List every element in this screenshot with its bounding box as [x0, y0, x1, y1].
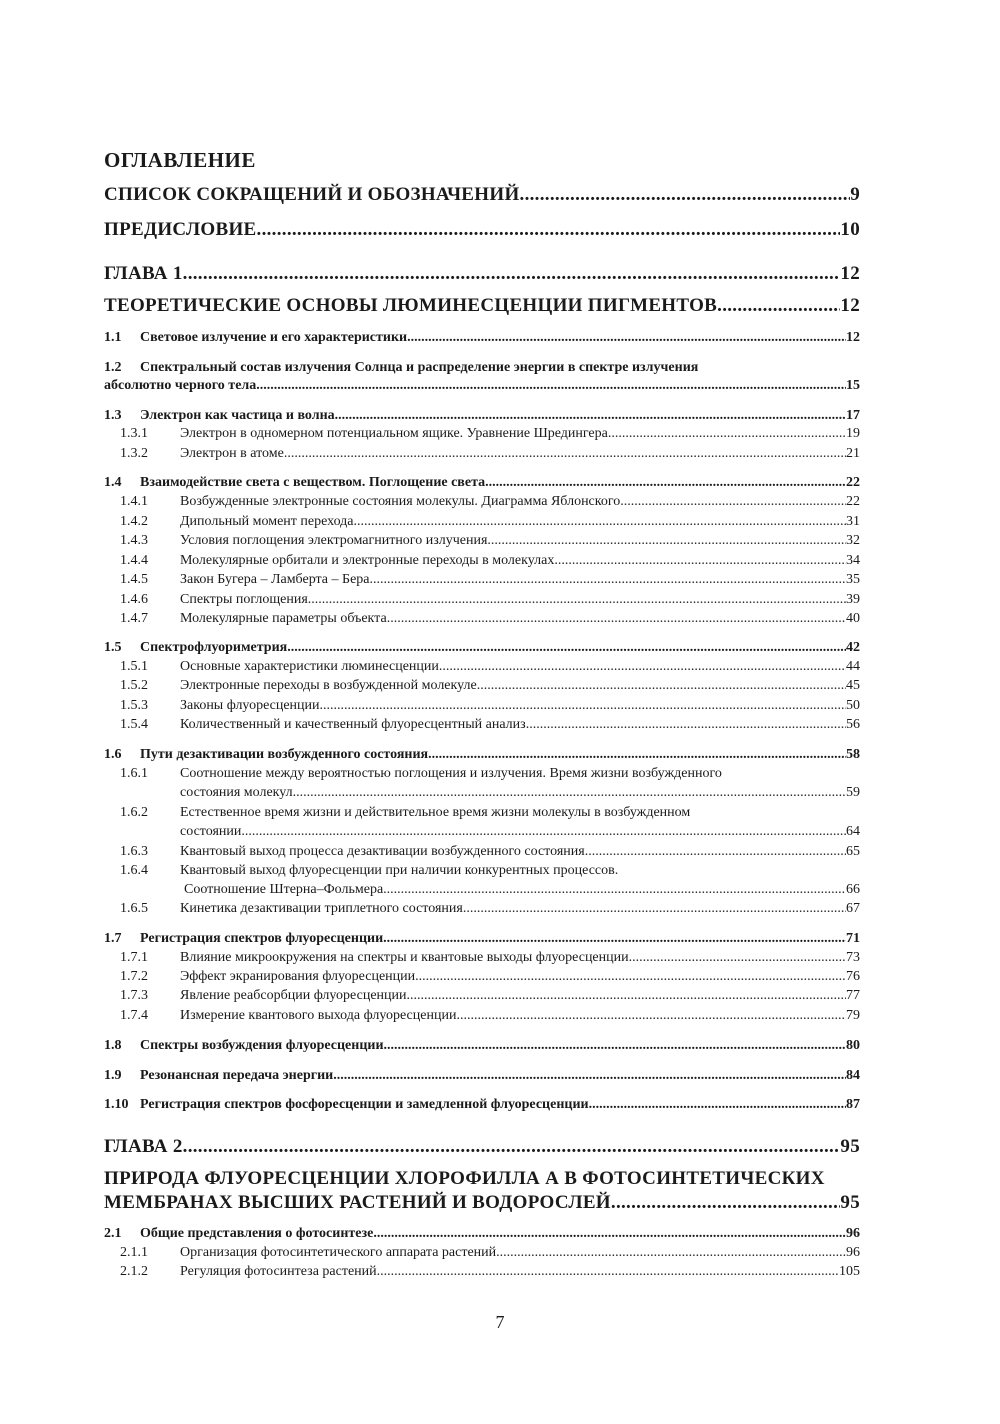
toc-entry-1-9[interactable]	[104, 1068, 860, 1084]
entry-title: Количественный и качественный флуоресцентный анализ	[180, 717, 526, 732]
entry-title: Электрон как частица и волна	[140, 408, 335, 423]
toc-entry-1-7-4[interactable]	[120, 1008, 860, 1024]
entry-title: Законы флуоресценции	[180, 698, 320, 713]
entry-number: 2.1	[104, 1226, 122, 1241]
entry-title: Спектры поглощения	[180, 592, 308, 607]
entry-number: 1.6	[104, 747, 122, 762]
toc-entry-1-7-3[interactable]	[120, 988, 860, 1004]
chapter-title-line1: ПРИРОДА ФЛУОРЕСЦЕНЦИИ ХЛОРОФИЛЛА А В ФОТОСИНТЕТИЧЕСКИХ	[104, 1168, 825, 1189]
toc-chapter-2-title-cont[interactable]	[104, 1192, 860, 1214]
entry-number: 1.4	[104, 475, 122, 490]
entry-number: 1.5	[104, 640, 122, 655]
entry-page: 12	[840, 263, 860, 284]
chapter-label: ГЛАВА 1	[104, 263, 183, 284]
toc-entry-1-7-2[interactable]	[120, 969, 860, 985]
entry-number: 2.1.1	[120, 1245, 148, 1260]
entry-number: 2.1.2	[120, 1264, 148, 1279]
entry-page: 17	[846, 408, 860, 423]
toc-entry-preface[interactable]	[104, 219, 860, 241]
entry-number: 1.2	[104, 360, 122, 375]
entry-page: 58	[846, 747, 860, 762]
entry-number: 1.6.3	[120, 844, 148, 859]
entry-number: 1.4.4	[120, 553, 148, 568]
entry-title: ПРЕДИСЛОВИЕ	[104, 219, 257, 240]
entry-title: Возбужденные электронные состояния молекулы. Диаграмма Яблонского	[180, 494, 621, 509]
toc-entry-1-6[interactable]	[104, 747, 860, 763]
entry-title-line2: абсолютно черного тела	[104, 378, 257, 393]
entry-page: 73	[846, 950, 860, 965]
entry-page: 71	[846, 931, 860, 946]
entry-title-line2: состояния молекул	[180, 785, 293, 800]
toc-entry-1-6-2-cont[interactable]	[180, 824, 860, 840]
toc-entry-abbreviations[interactable]	[104, 184, 860, 206]
toc-entry-1-5-1[interactable]	[120, 659, 860, 675]
entry-page: 96	[846, 1226, 860, 1241]
toc-entry-1-6-1[interactable]	[120, 766, 722, 782]
toc-entry-1-6-4[interactable]	[120, 863, 618, 879]
entry-title: Общие представления о фотосинтезе	[140, 1226, 374, 1241]
entry-page: 39	[846, 592, 860, 607]
entry-page: 22	[846, 475, 860, 490]
entry-title: Организация фотосинтетического аппарата растений	[180, 1245, 497, 1260]
entry-number: 1.7.4	[120, 1008, 148, 1023]
entry-page: 56	[846, 717, 860, 732]
toc-entry-1-5-4[interactable]	[120, 717, 860, 733]
entry-number: 1.4.1	[120, 494, 148, 509]
entry-page: 95	[840, 1192, 860, 1213]
entry-page: 35	[846, 572, 860, 587]
toc-entry-2-1[interactable]	[104, 1226, 860, 1242]
toc-entry-1-6-3[interactable]	[120, 844, 860, 860]
entry-title: Квантовый выход процесса дезактивации возбужденного состояния	[180, 844, 585, 859]
toc-entry-1-8[interactable]	[104, 1038, 860, 1054]
entry-page: 80	[846, 1038, 860, 1053]
entry-title: Регистрация спектров фосфоресценции и замедленной флуоресценции	[140, 1097, 589, 1112]
toc-entry-1-4-2[interactable]	[120, 514, 860, 530]
toc-entry-1-6-5[interactable]	[120, 901, 860, 917]
chapter-title: ТЕОРЕТИЧЕСКИЕ ОСНОВЫ ЛЮМИНЕСЦЕНЦИИ ПИГМЕНТОВ	[104, 295, 718, 316]
entry-page: 34	[846, 553, 860, 568]
entry-title-line1: Естественное время жизни и действительное время жизни молекулы в возбужденном	[180, 805, 691, 820]
toc-entry-1-7-1[interactable]	[120, 950, 860, 966]
entry-number: 1.10	[104, 1097, 129, 1112]
toc-chapter-2[interactable]	[104, 1136, 860, 1158]
chapter-title-line2: МЕМБРАНАХ ВЫСШИХ РАСТЕНИЙ И ВОДОРОСЛЕЙ	[104, 1192, 611, 1213]
toc-entry-1-4-3[interactable]	[120, 533, 860, 549]
toc-entry-1-4-5[interactable]	[120, 572, 860, 588]
toc-entry-1-6-2[interactable]	[120, 805, 690, 821]
toc-entry-1-4-4[interactable]	[120, 553, 860, 569]
toc-entry-1-4-6[interactable]	[120, 592, 860, 608]
entry-title: Закон Бугера – Ламберта – Бера	[180, 572, 370, 587]
entry-page: 32	[846, 533, 860, 548]
entry-title: Резонансная передача энергии	[140, 1068, 334, 1083]
entry-number: 1.4.3	[120, 533, 148, 548]
entry-number: 1.4.7	[120, 611, 148, 626]
entry-page: 15	[846, 378, 860, 393]
entry-title: Кинетика дезактивации триплетного состояния	[180, 901, 463, 916]
entry-page: 66	[846, 882, 860, 897]
entry-number: 1.7.2	[120, 969, 148, 984]
entry-number: 1.8	[104, 1038, 122, 1053]
entry-page: 22	[846, 494, 860, 509]
entry-page: 84	[846, 1068, 860, 1083]
entry-title: Взаимодействие света с веществом. Поглощение света	[140, 475, 486, 490]
entry-page: 59	[846, 785, 860, 800]
entry-page: 45	[846, 678, 860, 693]
entry-number: 1.7.3	[120, 988, 148, 1003]
entry-page: 40	[846, 611, 860, 626]
entry-title: Молекулярные параметры объекта	[180, 611, 387, 626]
entry-page: 96	[846, 1245, 860, 1260]
entry-page: 21	[846, 446, 860, 461]
entry-title: Световое излучение и его характеристики	[140, 330, 408, 345]
entry-title: Эффект экранирования флуоресценции	[180, 969, 416, 984]
entry-title: СПИСОК СОКРАЩЕНИЙ И ОБОЗНАЧЕНИЙ	[104, 184, 520, 205]
entry-page: 42	[846, 640, 860, 655]
entry-page: 65	[846, 844, 860, 859]
entry-page: 79	[846, 1008, 860, 1023]
entry-page: 9	[850, 184, 860, 205]
entry-page: 64	[846, 824, 860, 839]
entry-title-line2: Соотношение Штерна–Фольмера	[184, 882, 384, 897]
entry-title: Электрон в атоме	[180, 446, 284, 461]
toc-chapter-1-title[interactable]	[104, 295, 860, 317]
entry-number: 1.1	[104, 330, 122, 345]
toc-entry-1-5-2[interactable]	[120, 678, 860, 694]
entry-title: Дипольный момент перехода	[180, 514, 354, 529]
entry-title: Явление реабсорбции флуоресценции	[180, 988, 407, 1003]
entry-title: Спектрофлуориметрия	[140, 640, 288, 655]
entry-title: Измерение квантового выхода флуоресценции	[180, 1008, 457, 1023]
toc-entry-1-5[interactable]	[104, 640, 860, 656]
entry-page: 77	[846, 988, 860, 1003]
entry-title: Пути дезактивации возбужденного состояния	[140, 747, 429, 762]
entry-title: Спектры возбуждения флуоресценции	[140, 1038, 384, 1053]
entry-number: 1.6.2	[120, 805, 148, 820]
entry-number: 1.5.4	[120, 717, 148, 732]
entry-title: Регистрация спектров флуоресценции.	[140, 931, 387, 946]
page-number: 7	[495, 1312, 505, 1332]
entry-number: 1.6.4	[120, 863, 148, 878]
toc-chapter-1[interactable]	[104, 263, 860, 285]
toc-title: ОГЛАВЛЕНИЕ	[104, 148, 256, 172]
toc-entry-1-6-4-cont[interactable]	[184, 882, 860, 898]
entry-page: 31	[846, 514, 860, 529]
entry-title: Влияние микроокружения на спектры и квантовые выходы флуоресценции	[180, 950, 629, 965]
toc-entry-1-10[interactable]	[104, 1097, 860, 1113]
toc-entry-2-1-2[interactable]	[120, 1264, 860, 1280]
entry-title: Электрон в одномерном потенциальном ящике. Уравнение Шредингера	[180, 426, 608, 441]
toc-entry-1-5-3[interactable]	[120, 698, 860, 714]
toc-entry-2-1-1[interactable]	[120, 1245, 860, 1261]
entry-number: 1.4.5	[120, 572, 148, 587]
entry-number: 1.6.1	[120, 766, 148, 781]
entry-title-line1: Спектральный состав излучения Солнца и распределение энергии в спектре излучения	[140, 360, 699, 375]
entry-number: 1.4.2	[120, 514, 148, 529]
entry-number: 1.3.2	[120, 446, 148, 461]
toc-entry-1-3-2[interactable]	[120, 446, 860, 462]
chapter-label: ГЛАВА 2	[104, 1136, 183, 1157]
entry-title-line1: Квантовый выход флуоресценции при наличии конкурентных процессов.	[180, 863, 619, 878]
entry-page: 95	[840, 1136, 860, 1157]
entry-page: 12	[846, 330, 860, 345]
entry-title-line2: состоянии	[180, 824, 242, 839]
toc-entry-1-1[interactable]	[104, 330, 860, 346]
entry-title: Основные характеристики люминесценции	[180, 659, 439, 674]
toc-entry-1-6-1-cont[interactable]	[180, 785, 860, 801]
entry-page: 76	[846, 969, 860, 984]
entry-number: 1.7.1	[120, 950, 148, 965]
entry-title: Молекулярные орбитали и электронные переходы в молекулах	[180, 553, 555, 568]
toc-entry-1-4[interactable]	[104, 475, 860, 491]
entry-title: Электронные переходы в возбужденной молекуле	[180, 678, 477, 693]
entry-page: 87	[846, 1097, 860, 1112]
entry-number: 1.5.2	[120, 678, 148, 693]
toc-entry-1-2[interactable]	[104, 360, 698, 376]
entry-number: 1.9	[104, 1068, 122, 1083]
entry-page: 19	[846, 426, 860, 441]
entry-page: 10	[840, 219, 860, 240]
entry-number: 1.5.3	[120, 698, 148, 713]
entry-number: 1.6.5	[120, 901, 148, 916]
entry-number: 1.3.1	[120, 426, 148, 441]
entry-number: 1.3	[104, 408, 122, 423]
entry-page: 67	[846, 901, 860, 916]
entry-page: 50	[846, 698, 860, 713]
toc-entry-1-7[interactable]	[104, 931, 860, 947]
entry-page: 105	[839, 1264, 860, 1279]
toc-chapter-2-title[interactable]	[104, 1168, 825, 1190]
toc-entry-1-4-1[interactable]	[120, 494, 860, 510]
entry-page: 12	[840, 295, 860, 316]
toc-entry-1-2-cont[interactable]	[104, 378, 860, 394]
entry-title: Условия поглощения электромагнитного излучения	[180, 533, 488, 548]
entry-title: Регуляция фотосинтеза растений	[180, 1264, 377, 1279]
toc-entry-1-4-7[interactable]	[120, 611, 860, 627]
entry-number: 1.7	[104, 931, 122, 946]
entry-page: 44	[846, 659, 860, 674]
entry-number: 1.4.6	[120, 592, 148, 607]
entry-title-line1: Соотношение между вероятностью поглощения и излучения. Время жизни возбужденного	[180, 766, 722, 781]
entry-number: 1.5.1	[120, 659, 148, 674]
toc-entry-1-3-1[interactable]	[120, 426, 860, 442]
toc-entry-1-3[interactable]	[104, 408, 860, 424]
